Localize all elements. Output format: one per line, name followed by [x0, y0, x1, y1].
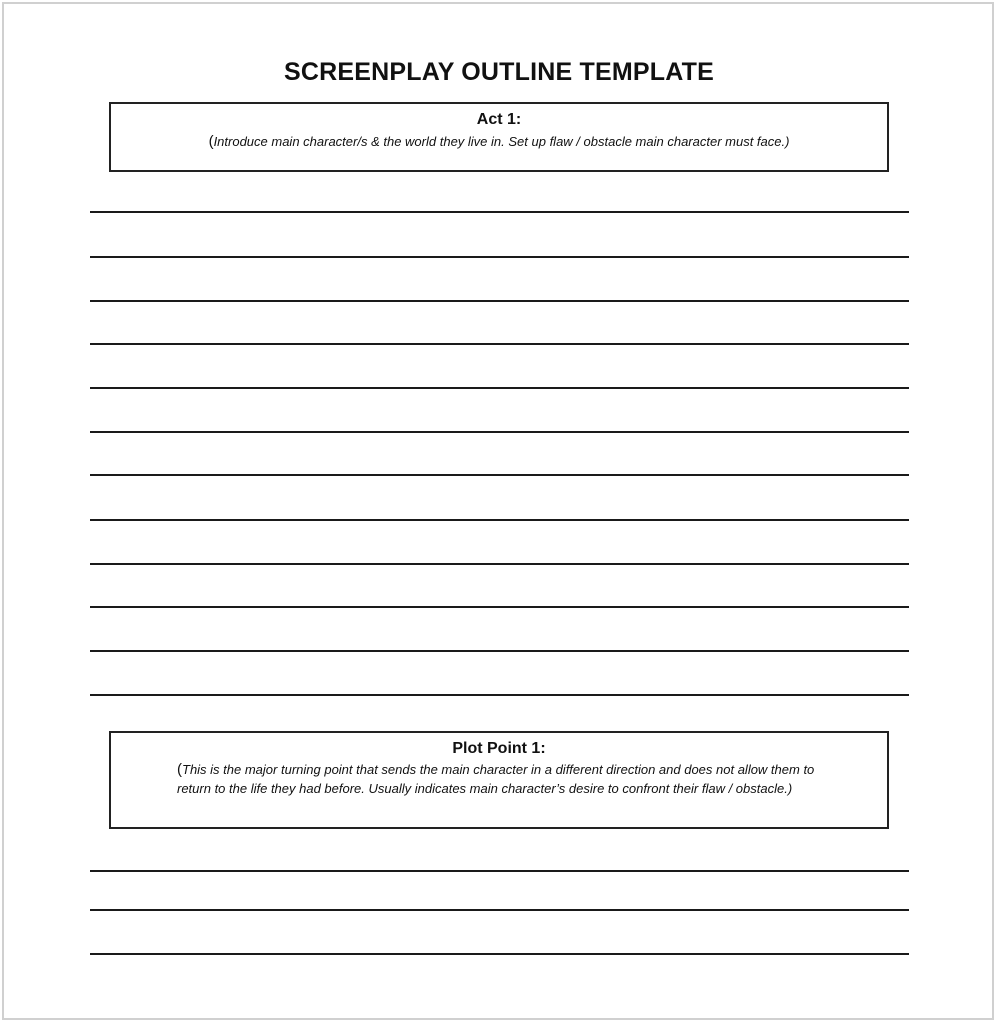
act1-open-paren: ( — [208, 133, 214, 150]
act1-heading: Act 1: — [476, 111, 522, 128]
writing-line[interactable] — [90, 431, 909, 433]
plot-point1-instruction-box — [109, 731, 889, 829]
plot-point1-description — [111, 760, 887, 798]
writing-line[interactable] — [90, 870, 909, 872]
act1-description — [111, 132, 887, 151]
writing-line[interactable] — [90, 563, 909, 565]
act1-description-text: Introduce main character/s & the world they live in. Set up flaw / obstacle main character must face.) — [213, 134, 790, 149]
plot-point1-heading: Plot Point 1: — [452, 740, 546, 757]
writing-line[interactable] — [90, 300, 909, 302]
writing-line[interactable] — [90, 694, 909, 696]
writing-line[interactable] — [90, 953, 909, 955]
writing-line[interactable] — [90, 650, 909, 652]
writing-line[interactable] — [90, 606, 909, 608]
writing-line[interactable] — [90, 909, 909, 911]
writing-line[interactable] — [90, 474, 909, 476]
writing-line[interactable] — [90, 211, 909, 213]
plot-point1-description-text: This is the major turning point that sends the main character in a different direction and does not allow them to return to the life they had before. Usually indicates main character’s desire to confront their flaw / obstacle.) — [177, 762, 815, 796]
writing-line[interactable] — [90, 519, 909, 521]
writing-line[interactable] — [90, 387, 909, 389]
act1-instruction-box — [109, 102, 889, 172]
writing-line[interactable] — [90, 256, 909, 258]
writing-line[interactable] — [90, 343, 909, 345]
page-title: SCREENPLAY OUTLINE TEMPLATE — [284, 58, 714, 86]
plot-point1-open-paren: ( — [177, 761, 182, 778]
